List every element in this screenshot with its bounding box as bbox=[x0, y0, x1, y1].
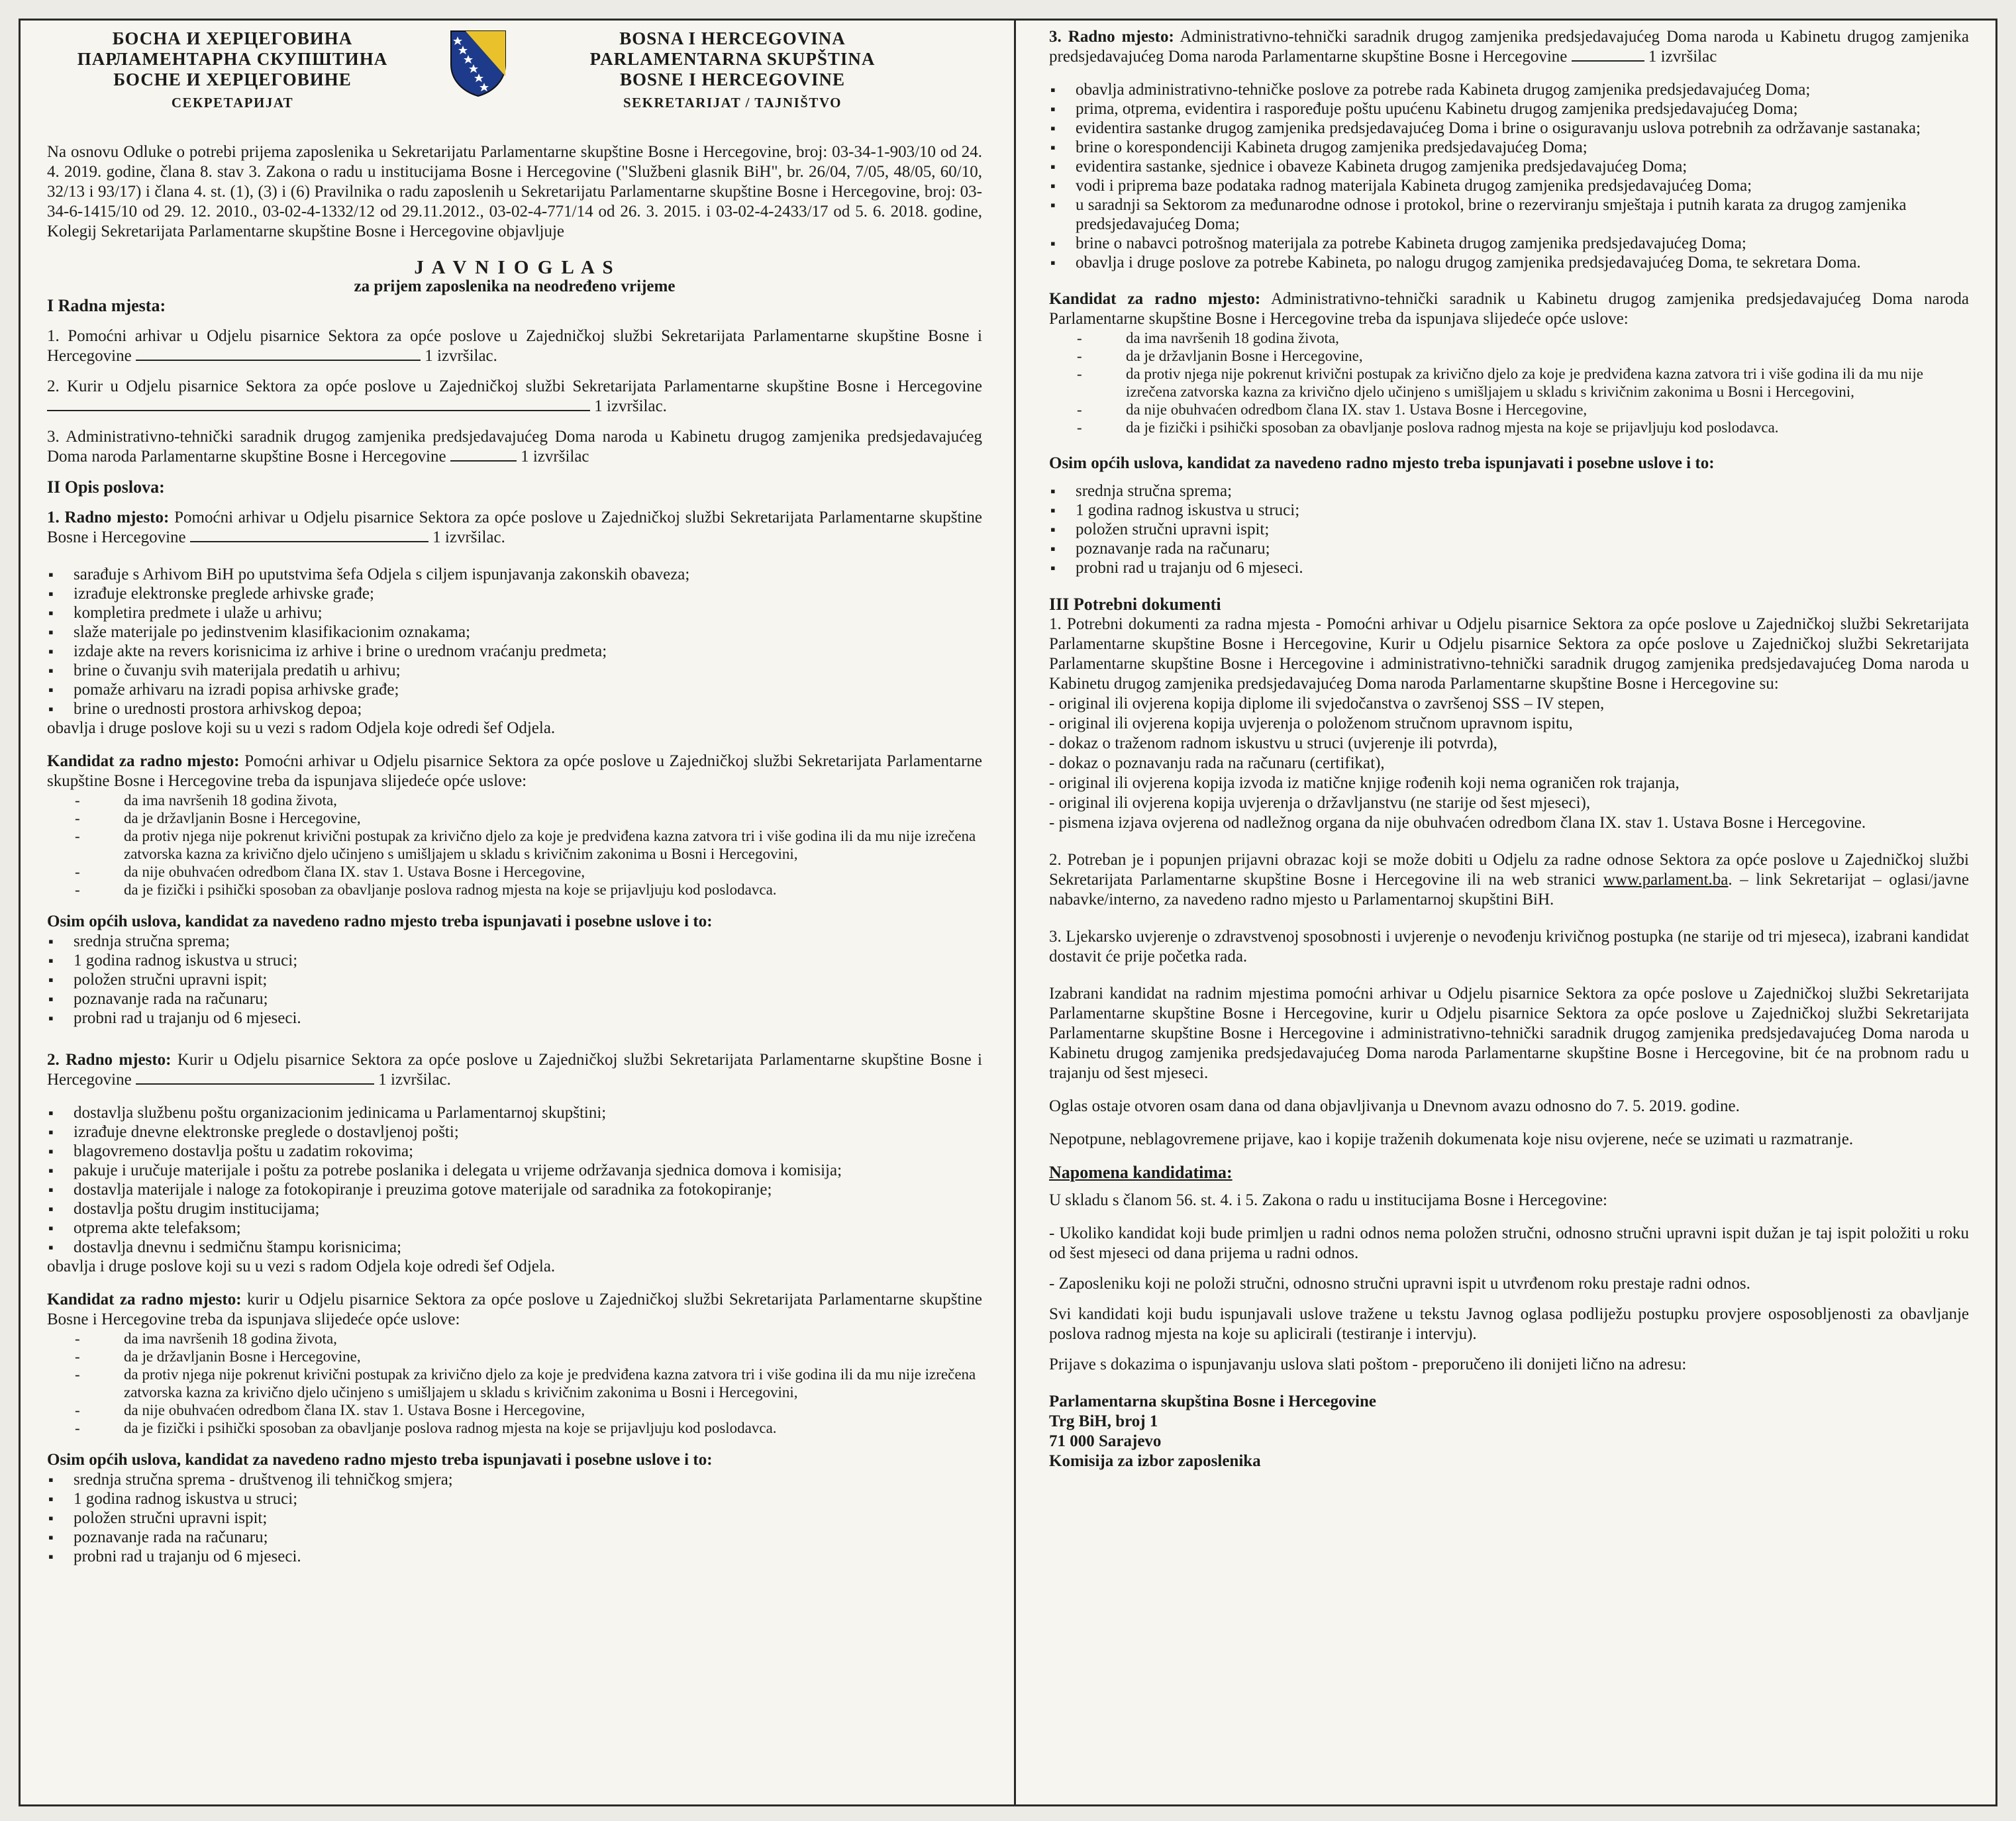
duty-item: ▪ evidentira sastanke drugog zamjenika predsjedavajućeg Doma i brine o osiguravanju uslova potrebnih za održavanje sastanaka; bbox=[1049, 119, 1969, 138]
hdr-lat-line: PARLAMENTARNA SKUPŠTINA bbox=[589, 49, 876, 69]
duty-item: ▪ obavlja i druge poslove za potrebe Kabineta, po nalogu drugog zamjenika predsjedavajućeg Doma, te sekretara Doma. bbox=[1049, 253, 1969, 272]
position-text: 3. Administrativno-tehnički saradnik drugog zamjenika predsjedavajućeg Doma naroda u Kabinetu drugog zamjenika predsjedavajućeg Doma naroda Parlamentarne skupštine Bosne i Hercegovine bbox=[47, 428, 982, 466]
special-item: ▪ srednja stručna sprema; bbox=[1049, 481, 1969, 501]
job-1-heading bbox=[47, 508, 982, 548]
letterhead-latin bbox=[524, 28, 941, 113]
incomplete-applications: Nepotpune, neblagovremene prijave, kao i kopije traženih dokumenata koje nisu ovjerene, neće se uzimati u razmatranje. bbox=[1049, 1130, 1854, 1148]
address-line: Komisija za izbor zaposlenika bbox=[1049, 1452, 1261, 1470]
note-heading: Napomena kandidatima: bbox=[1049, 1163, 1233, 1182]
job-desc: Pomoćni arhivar u Odjelu pisarnice Sektora za opće poslove u Zajedničkoj službi Sekretarijata Parlamentarne skupštine Bosne i Hercegovine bbox=[47, 509, 983, 546]
probation-paragraph: Izabrani kandidat na radnim mjestima pomoćni arhivar u Odjelu pisarnice Sektora za opće poslove u Zajedničkoj službi Sekretarijata Parlamentarne skupštine Bosne i Hercegovine, kurir u Odjelu pisarnice Sektora za opće poslove u Zajedničkoj službi Sekretarijata Parlamentarne skupštine Bosne i Hercegovine i administrativno-tehnički saradnik drugog zamjenika predsjedavajućeg Doma naroda u Kabinetu drugog zamjenika predsjedavajućeg Doma naroda Parlamentarne skupštine Bosne i Hercegovine, bit će na probnom radu u trajanju od šest mjeseci. bbox=[1049, 985, 1969, 1082]
hdr-lat-line: BOSNE I HERCEGOVINE bbox=[619, 70, 846, 89]
special-conditions bbox=[47, 932, 982, 1028]
special-item: ▪ probni rad u trajanju od 6 mjeseci. bbox=[1049, 558, 1969, 577]
documents-list bbox=[1049, 694, 1969, 833]
left-column bbox=[21, 21, 1014, 1566]
condition-item: - da je državljanin Bosne i Hercegovine, bbox=[74, 1348, 982, 1365]
position-text: 1. Pomoćni arhivar u Odjelu pisarnice Sektora za opće poslove u Zajedničkoj službi Sekretarijata Parlamentarne skupštine Bosne i Hercegovine bbox=[47, 327, 982, 365]
special-item: ▪ srednja stručna sprema - društvenog ili tehničkog smjera; bbox=[47, 1470, 982, 1489]
duty-item: ▪ brine o korespondenciji Kabineta drugog zamjenika predsjedavajućeg Doma; bbox=[1049, 138, 1969, 157]
address-line: Parlamentarna skupština Bosne i Hercegovine bbox=[1049, 1393, 1376, 1410]
section-heading-documents: III Potrebni dokumenti bbox=[1049, 595, 1221, 614]
duties-tail: obavlja i druge poslove koji su u vezi s radom Odjela koje odredi šef Odjela. bbox=[47, 719, 556, 737]
address-line: Trg BiH, broj 1 bbox=[1049, 1412, 1158, 1430]
duty-item: ▪ dostavlja poštu drugim institucijama; bbox=[47, 1199, 982, 1218]
special-conditions bbox=[47, 1470, 982, 1566]
duty-item: ▪ vodi i priprema baze podataka radnog materijala Kabineta drugog zamjenika predsjedavajućeg Doma; bbox=[1049, 176, 1969, 195]
condition-item: - da nije obuhvaćen odredbom člana IX. stav 1. Ustava Bosne i Hercegovine, bbox=[74, 1401, 982, 1419]
special-item: ▪ poznavanje rada na računaru; bbox=[1049, 539, 1969, 558]
duty-item: ▪ pomaže arhivaru na izradi popisa arhivske građe; bbox=[47, 680, 982, 699]
document-item: - dokaz o traženom radnom iskustvu u struci (uvjerenje ili potvrda), bbox=[1049, 734, 1497, 752]
duty-item: ▪ sarađuje s Arhivom BiH po uputstvima šefa Odjela s ciljem ispunjavanja zakonskih obaveza; bbox=[47, 565, 982, 584]
blank-line bbox=[1572, 47, 1644, 62]
letterhead bbox=[47, 28, 982, 128]
condition-item: - da nije obuhvaćen odredbom člana IX. stav 1. Ustava Bosne i Hercegovine, bbox=[74, 863, 982, 881]
duty-item: ▪ blagovremeno dostavlja poštu u zadatim rokovima; bbox=[47, 1142, 982, 1161]
candidate-text: Administrativno-tehnički saradnik u Kabinetu drugog zamjenika predsjedavajućeg Doma naroda Parlamentarne skupštine Bosne i Hercegovine treba da ispunjava slijedeće opće uslove: bbox=[1049, 290, 1969, 328]
job-3-candidate bbox=[1049, 289, 1969, 329]
job-label: Radno mjesto: bbox=[1068, 28, 1174, 46]
special-item: ▪ probni rad u trajanju od 6 mjeseci. bbox=[47, 1547, 982, 1566]
intro-paragraph: Na osnovu Odluke o potrebi prijema zaposlenika u Sekretarijatu Parlamentarne skupštine Bosne i Hercegovine, broj: 03-34-1-903/10 od 24. 4. 2019. godine, člana 8. stav 3. Zakona o radu u institucijama Bosne i Hercegovine ("Službeni glasnik BiH", br. 26/04, 7/05, 48/05, 60/10, 32/13 i 93/17) i člana 4. st. (1), (3) i (6) Pravilnika o radu zaposlenih u Sekretarijatu Parlamentarne skupštine Bosne i Hercegovine, broj: 03-34-6-1415/10 od 29. 12. 2010., 03-02-4-1332/12 od 29.11.2012., 03-02-4-771/14 od 26. 3. 2015. i 03-02-4-2433/17 od 5. 6. 2018. godine, Kolegij Sekretarijata Parlamentarne skupštine Bosne i Hercegovine objavljuje bbox=[47, 143, 982, 240]
position-count: 1 izvršilac. bbox=[425, 347, 497, 365]
medical-certificate-paragraph: 3. Ljekarsko uvjerenje o zdravstvenoj sposobnosti i uvjerenje o nevođenju krivičnog postupka (ne starije od tri mjeseca), izabrani kandidat dostavit će prije početka rada. bbox=[1049, 928, 1969, 965]
duty-item: ▪ u saradnji sa Sektorom za međunarodne odnose i protokol, brine o rezerviranju smještaja i putnih karata za drugog zamjenika predsjedavajućeg Doma; bbox=[1049, 195, 1969, 234]
special-item: ▪ probni rad u trajanju od 6 mjeseci. bbox=[47, 1009, 982, 1028]
position-item bbox=[47, 377, 982, 417]
blank-line bbox=[190, 528, 428, 542]
condition-item: - da je fizički i psihički sposoban za obavljanje poslova radnog mjesta na koje se prijavljuju kod poslodavca. bbox=[74, 1419, 982, 1437]
candidate-text: kurir u Odjelu pisarnice Sektora za opće poslove u Zajedničkoj službi Sekretarijata Parlamentarne skupštine Bosne i Hercegovine treba da ispunjava slijedeće opće uslove: bbox=[47, 1291, 982, 1328]
position-item bbox=[47, 326, 982, 366]
section-heading-positions: I Radna mjesta: bbox=[47, 296, 166, 315]
note-item: - Zaposleniku koji ne položi stručni, odnosno stručni upravni ispit u utvrđenom roku prestaje radni odnos. bbox=[1049, 1275, 1750, 1293]
mailing-address bbox=[1049, 1392, 1969, 1471]
hdr-cyr-line: БОСНА И ХЕРЦЕГОВИНА bbox=[112, 28, 353, 48]
condition-item: - da je fizički i psihički sposoban za obavljanje poslova radnog mjesta na koje se prijavljuju kod poslodavca. bbox=[1076, 418, 1969, 436]
job-desc: Administrativno-tehnički saradnik drugog zamjenika predsjedavajućeg Doma naroda u Kabinetu drugog zamjenika predsjedavajućeg Doma naroda Parlamentarne skupštine Bosne i Hercegovine bbox=[1049, 28, 1970, 66]
duty-item: ▪ prima, otprema, evidentira i raspoređuje poštu upućenu Kabinetu drugog zamjenika predsjedavajućeg Doma; bbox=[1049, 99, 1969, 119]
application-form-paragraph bbox=[1049, 850, 1969, 910]
duty-item: ▪ dostavlja službenu poštu organizacionim jedinicama u Parlamentarnoj skupštini; bbox=[47, 1103, 982, 1122]
document-item: - original ili ovjerena kopija izvoda iz matične knjige rođenih koji nema ograničen rok trajanja, bbox=[1049, 774, 1680, 792]
hdr-lat-line: BOSNA I HERCEGOVINA bbox=[619, 28, 846, 48]
condition-item: - da protiv njega nije pokrenut krivični postupak za krivično djelo za koje je predviđena kazna zatvora tri i više godina ili da mu nije izrečena zatvorska kazna za krivično djelo učinjeno s umišljajem u skladu s krivičnim zakonima u Bosni i Hercegovini, bbox=[1076, 365, 1969, 401]
job-2-candidate bbox=[47, 1290, 982, 1330]
special-heading: Osim općih uslova, kandidat za navedeno radno mjesto treba ispunjavati i posebne uslove i to: bbox=[1049, 454, 1715, 472]
special-item: ▪ srednja stručna sprema; bbox=[47, 932, 982, 951]
newspaper-page bbox=[19, 19, 1997, 1806]
form-text: 2. Potreban je i popunjen prijavni obrazac koji se može dobiti u Odjelu za radne odnose Sektora za opće poslove u Zajedničkoj službi Sekretarijata Parlamentarne skupštine Bosne i Hercegovine ili na web stranici bbox=[1049, 851, 1969, 889]
special-item: ▪ poznavanje rada na računaru; bbox=[47, 989, 982, 1009]
condition-item: - da ima navršenih 18 godina života, bbox=[74, 791, 982, 809]
job-3-duties bbox=[1049, 80, 1969, 272]
candidate-label: Kandidat za radno mjesto: bbox=[47, 1291, 242, 1308]
duty-item: ▪ slaže materijale po jedinstvenim klasifikacionim oznakama; bbox=[47, 622, 982, 642]
condition-item: - da ima navršenih 18 godina života, bbox=[74, 1330, 982, 1348]
duty-item: ▪ dostavlja materijale i naloge za fotokopiranje i preuzima gotove materijale od saradnika za fotokopiranje; bbox=[47, 1180, 982, 1199]
condition-item: - da je fizički i psihički sposoban za obavljanje poslova radnog mjesta na koje se prijavljuju kod poslodavca. bbox=[74, 881, 982, 899]
duty-item: ▪ izdaje akte na revers korisnicima iz arhive i brine o urednom vraćanju predmeta; bbox=[47, 642, 982, 661]
form-text-tail: . – link Sekretarijat – oglasi/javne nabavke/interno, za navedeno radno mjesto u Parlamentarnoj skupštini BiH. bbox=[1049, 871, 1969, 909]
blank-line bbox=[136, 346, 421, 361]
condition-item: - da nije obuhvaćen odredbom člana IX. stav 1. Ustava Bosne i Hercegovine, bbox=[1076, 401, 1969, 418]
letterhead-cyrillic bbox=[47, 28, 418, 113]
duty-item: ▪ pakuje i uručuje materijale i poštu za potrebe poslanika i delegata u vrijeme održavanja sjednica domova i komisija; bbox=[47, 1161, 982, 1180]
document-item: - original ili ovjerena kopija uvjerenja o položenom stručnom upravnom ispitu, bbox=[1049, 714, 1573, 732]
job-number: 2. bbox=[47, 1051, 60, 1069]
job-label: Radno mjesto: bbox=[64, 509, 170, 526]
special-item: ▪ položen stručni upravni ispit; bbox=[47, 1508, 982, 1528]
blank-line bbox=[47, 397, 590, 411]
candidate-label: Kandidat za radno mjesto: bbox=[47, 752, 240, 770]
position-text: 2. Kurir u Odjelu pisarnice Sektora za opće poslove u Zajedničkoj službi Sekretarijata Parlamentarne skupštine Bosne i Hercegovine bbox=[47, 377, 982, 395]
note-item: - Ukoliko kandidat koji bude primljen u radni odnos nema položen stručni, odnosno stručni upravni ispit dužan je taj ispit položiti u roku od šest mjeseci od dana prijema u radni odnos. bbox=[1049, 1224, 1969, 1262]
special-item: ▪ 1 godina radnog iskustva u struci; bbox=[47, 951, 982, 970]
special-heading: Osim općih uslova, kandidat za navedeno radno mjesto treba ispunjavati i posebne uslove i to: bbox=[47, 912, 713, 930]
blank-line bbox=[136, 1070, 374, 1085]
testing-paragraph: Svi kandidati koji budu ispunjavali uslove tražene u tekstu Javnog oglasa podliježu postupku provjere osposobljenosti za obavljanje poslova radnog mjesta na koje su aplicirali (testiranje i intervju). bbox=[1049, 1305, 1969, 1343]
website-link[interactable]: www.parlament.ba bbox=[1603, 871, 1729, 889]
job-number: 1. bbox=[47, 509, 60, 526]
general-conditions bbox=[47, 1330, 982, 1437]
duty-item: ▪ izrađuje dnevne elektronske preglede o dostavljenoj pošti; bbox=[47, 1122, 982, 1142]
condition-item: - da protiv njega nije pokrenut krivični postupak za krivično djelo za koje je predviđena kazna zatvora tri i više godina ili da mu nije izrečena zatvorska kazna za krivično djelo učinjeno s umišljajem u skladu s krivičnim zakonima u Bosni i Hercegovini, bbox=[74, 1365, 982, 1401]
document-item: - dokaz o poznavanju rada na računaru (certifikat), bbox=[1049, 754, 1385, 772]
duty-item: ▪ brine o nabavci potrošnog materijala za potrebe Kabineta drugog zamjenika predsjedavajućeg Doma; bbox=[1049, 234, 1969, 253]
special-conditions bbox=[1049, 481, 1969, 577]
duty-item: ▪ izrađuje elektronske preglede arhivske građe; bbox=[47, 584, 982, 603]
coat-of-arms-icon bbox=[448, 28, 508, 97]
special-heading: Osim općih uslova, kandidat za navedeno radno mjesto treba ispunjavati i posebne uslove i to: bbox=[47, 1451, 713, 1469]
position-count: 1 izvršilac. bbox=[594, 397, 667, 415]
job-label: Radno mjesto: bbox=[66, 1051, 172, 1069]
duty-item: ▪ otprema akte telefaksom; bbox=[47, 1218, 982, 1238]
section-heading-duties: II Opis poslova: bbox=[47, 477, 165, 497]
hdr-cyr-line: ПАРЛАМЕНТАРНА СКУПШТИНА bbox=[77, 49, 388, 69]
job-count: 1 izvršilac. bbox=[378, 1071, 451, 1089]
job-3-heading bbox=[1049, 27, 1969, 67]
job-number: 3. bbox=[1049, 28, 1062, 46]
documents-intro: 1. Potrebni dokumenti za radna mjesta - Pomoćni arhivar u Odjelu pisarnice Sektora za opće poslove u Zajedničkoj službi Sekretarijata Parlamentarne skupštine Bosne i Hercegovine, Kurir u Odjelu pisarnice Sektora za opće poslove u Zajedničkoj službi Sekretarijata Parlamentarne skupštine Bosne i Hercegovine i administrativno-tehnički saradnik drugog zamjenika predsjedavajućeg Doma naroda u Kabinetu drugog zamjenika predsjedavajućeg Doma naroda Parlamentarne skupštine Bosne i Hercegovine su: bbox=[1049, 615, 1969, 693]
notice-title: J A V N I O G L A S bbox=[414, 257, 615, 278]
duty-item: ▪ kompletira predmete i ulaže u arhivu; bbox=[47, 603, 982, 622]
general-conditions bbox=[47, 791, 982, 899]
notice-subtitle: za prijem zaposlenika na neodređeno vrijeme bbox=[354, 277, 676, 295]
special-item: ▪ položen stručni upravni ispit; bbox=[47, 970, 982, 989]
document-item: - original ili ovjerena kopija diplome ili svjedočanstva o završenoj SSS – IV stepen, bbox=[1049, 695, 1605, 713]
job-1-duties bbox=[47, 565, 982, 718]
special-item: ▪ poznavanje rada na računaru; bbox=[47, 1528, 982, 1547]
condition-item: - da je državljanin Bosne i Hercegovine, bbox=[1076, 347, 1969, 365]
candidate-text: Pomoćni arhivar u Odjelu pisarnice Sektora za opće poslove u Zajedničkoj službi Sekretarijata Parlamentarne skupštine Bosne i Hercegovine treba da ispunjava slijedeće opće uslove: bbox=[47, 752, 983, 790]
special-item: ▪ 1 godina radnog iskustva u struci; bbox=[1049, 501, 1969, 520]
right-column bbox=[1016, 21, 1997, 1471]
address-line: 71 000 Sarajevo bbox=[1049, 1432, 1162, 1450]
hdr-lat-sub: SEKRETARIJAT / TAJNIŠTVO bbox=[623, 95, 842, 111]
duty-item: ▪ brine o urednosti prostora arhivskog depoa; bbox=[47, 699, 982, 718]
duty-item: ▪ obavlja administrativno-tehničke poslove za potrebe rada Kabineta drugog zamjenika predsjedavajućeg Doma; bbox=[1049, 80, 1969, 99]
document-item: - original ili ovjerena kopija uvjerenja o državljanstvu (ne starije od šest mjeseci), bbox=[1049, 794, 1591, 812]
send-paragraph: Prijave s dokazima o ispunjavanju uslova slati poštom - preporučeno ili donijeti lično na adresu: bbox=[1049, 1355, 1687, 1373]
position-count: 1 izvršilac bbox=[521, 448, 589, 466]
job-count: 1 izvršilac bbox=[1648, 48, 1717, 66]
condition-item: - da je državljanin Bosne i Hercegovine, bbox=[74, 809, 982, 827]
duties-tail: obavlja i druge poslove koji su u vezi s radom Odjela koje odredi šef Odjela. bbox=[47, 1257, 556, 1275]
deadline-paragraph: Oglas ostaje otvoren osam dana od dana objavljivanja u Dnevnom avazu odnosno do 7. 5. 2019. godine. bbox=[1049, 1097, 1740, 1115]
hdr-cyr-line: БОСНЕ И ХЕРЦЕГОВИНЕ bbox=[113, 70, 352, 89]
position-item bbox=[47, 427, 982, 467]
hdr-cyr-sub: СЕКРЕТАРИЈАТ bbox=[171, 95, 294, 111]
duty-item: ▪ dostavlja dnevnu i sedmičnu štampu korisnicima; bbox=[47, 1238, 982, 1257]
note-intro: U skladu s članom 56. st. 4. i 5. Zakona o radu u institucijama Bosne i Hercegovine: bbox=[1049, 1191, 1607, 1209]
document-item: - pismena izjava ovjerena od nadležnog organa da nije obuhvaćen odredbom člana IX. stav 1. Ustava Bosne i Hercegovine. bbox=[1049, 814, 1866, 832]
special-item: ▪ 1 godina radnog iskustva u struci; bbox=[47, 1489, 982, 1508]
job-count: 1 izvršilac. bbox=[432, 528, 505, 546]
condition-item: - da protiv njega nije pokrenut krivični postupak za krivično djelo za koje je predviđena kazna zatvora tri i više godina ili da mu nije izrečena zatvorska kazna za krivično djelo učinjeno s umišljajem u skladu s krivičnim zakonima u Bosni i Hercegovini, bbox=[74, 827, 982, 863]
candidate-label: Kandidat za radno mjesto: bbox=[1049, 290, 1261, 308]
condition-item: - da ima navršenih 18 godina života, bbox=[1076, 329, 1969, 347]
job-desc: Kurir u Odjelu pisarnice Sektora za opće poslove u Zajedničkoj službi Sekretarijata Parlamentarne skupštine Bosne i Hercegovine bbox=[47, 1051, 983, 1089]
job-2-heading bbox=[47, 1050, 982, 1090]
job-2-duties bbox=[47, 1103, 982, 1257]
duty-item: ▪ evidentira sastanke, sjednice i obaveze Kabineta drugog zamjenika predsjedavajućeg Doma; bbox=[1049, 157, 1969, 176]
duty-item: ▪ brine o čuvanju svih materijala predatih u arhivu; bbox=[47, 661, 982, 680]
job-1-candidate bbox=[47, 752, 982, 791]
blank-line bbox=[450, 447, 517, 462]
general-conditions bbox=[1049, 329, 1969, 436]
special-item: ▪ položen stručni upravni ispit; bbox=[1049, 520, 1969, 539]
